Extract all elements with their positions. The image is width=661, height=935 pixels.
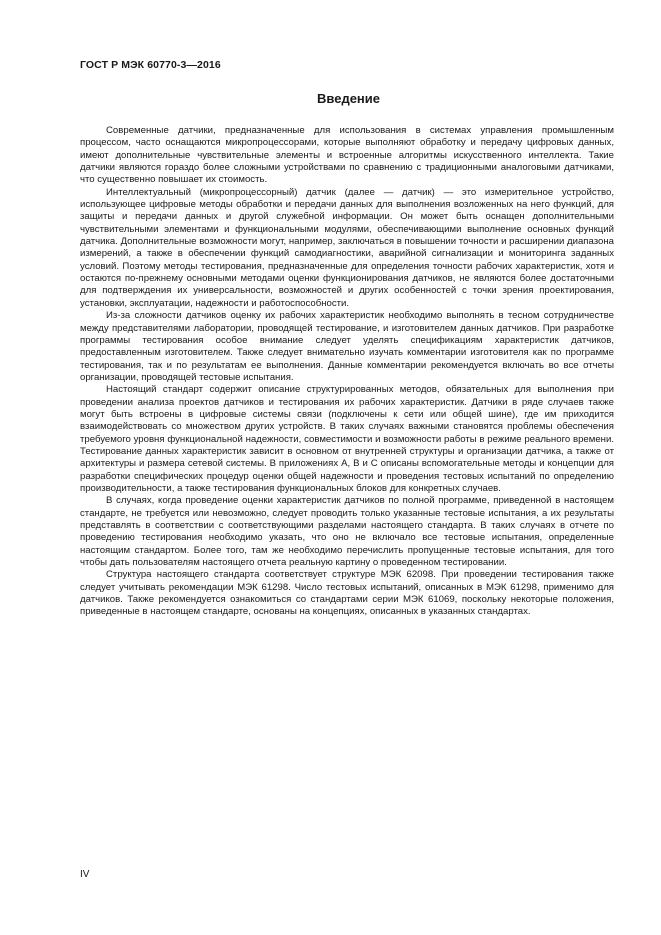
paragraph: Из-за сложности датчиков оценку их рабочих характеристик необходимо выполнять в тесном сотрудничестве между представителями лаборатории, проводящей тестирование, и изготовителем данных датчиков. При разработке программы тестирования особое внимание следует уделять спецификациям характеристик датчиков, предоставленным изготовителем. Также следует внимательно изучать комментарии изготовителя как по программе тестирования, так и по результатам ее выполнения. Данные комментарии рекомендуется включать во все отчеты организации, проводящей тестовые испытания.	[80, 310, 614, 383]
paragraph: Настоящий стандарт содержит описание структурированных методов, обязательных для выполнения при проведении анализа проектов датчиков и тестирования их рабочих характеристик. Датчики в ряде случаев также могут быть встроены в цифровые системы связи (подключены к сети или общей шине), где им приходится взаимодействовать со множеством других устройств. В таких случаях важными становятся проблемы обеспечения требуемого уровня функциональной надежности, совместимости и возможности работы в режиме реального времени. Тестирование данных характеристик зависит в основном от внутренней структуры и организации датчика, а также от архитектуры и размера сетевой системы. В приложениях А, В и С описаны вспомогательные методы и концепции для разработки специфических процедур оценки общей надежности и проведения тестовых испытаний по определению производительности, а также тестирования функциональных блоков для конкретных случаев.	[80, 384, 614, 494]
paragraph: В случаях, когда проведение оценки характеристик датчиков по полной программе, приведенной в настоящем стандарте, не требуется или невозможно, следует проводить только указанные тестовые испытания, а их результаты представлять в соответствии с соответствующими разделами настоящего стандарта. В таких случаях в отчете по проведению тестирования необходимо указать, что оно не включало все тестовые испытания, определенные настоящим стандартом. Более того, там же необходимо перечислить пропущенные тестовые испытания, для того чтобы дать пользователям настоящего отчета реальную картину о проведенном тестировании.	[80, 495, 614, 569]
page-number: IV	[80, 869, 90, 880]
paragraph: Интеллектуальный (микропроцессорный) датчик (далее — датчик) — это измерительное устройство, использующее цифровые методы обработки и передачи данных для выполнения возложенных на него функций, для защиты и передачи данных и другой служебной информации. Он может быть оснащен дополнительными чувствительными элементами и функциональными модулями, обеспечивающими выполнение основных функций датчика. Дополнительные возможности могут, например, заключаться в повышении точности и расширении диапазона измерений, а также в обеспечении функций самодиагностики, аварийной сигнализации и мониторинга заданных условий. Поэтому методы тестирования, предназначенные для определения точности рабочих характеристик, хотя и остаются по-прежнему основными методами оценки функционирования датчиков, не являются более достаточными для подтверждения их универсальности, возможностей и других особенностей с точки зрения проектирования, установки, эксплуатации, надежности и работоспособности.	[80, 186, 614, 309]
section-title: Введение	[317, 91, 380, 106]
paragraph: Структура настоящего стандарта соответствует структуре МЭК 62098. При проведении тестирования также следует учитывать рекомендации МЭК 61298. Число тестовых испытаний, описанных в МЭК 61298, применимо для датчиков. Также рекомендуется ознакомиться со стандартами серии МЭК 61069, поскольку некоторые положения, приведенные в настоящем стандарте, основаны на концепциях, описанных в указанных стандартах.	[80, 569, 614, 618]
document-header: ГОСТ Р МЭК 60770-3—2016	[80, 59, 221, 71]
body-text	[80, 125, 614, 619]
paragraph: Современные датчики, предназначенные для использования в системах управления промышленным процессом, часто оснащаются микропроцессорами, которые выполняют обработку и передачу цифровых данных, имеют дополнительные чувствительные элементы и встроенные алгоритмы искусственного интеллекта. Такие датчики являются гораздо более сложными устройствами по сравнению с традиционными аналоговыми датчиками, что существенно повышает их стоимость.	[80, 125, 614, 186]
